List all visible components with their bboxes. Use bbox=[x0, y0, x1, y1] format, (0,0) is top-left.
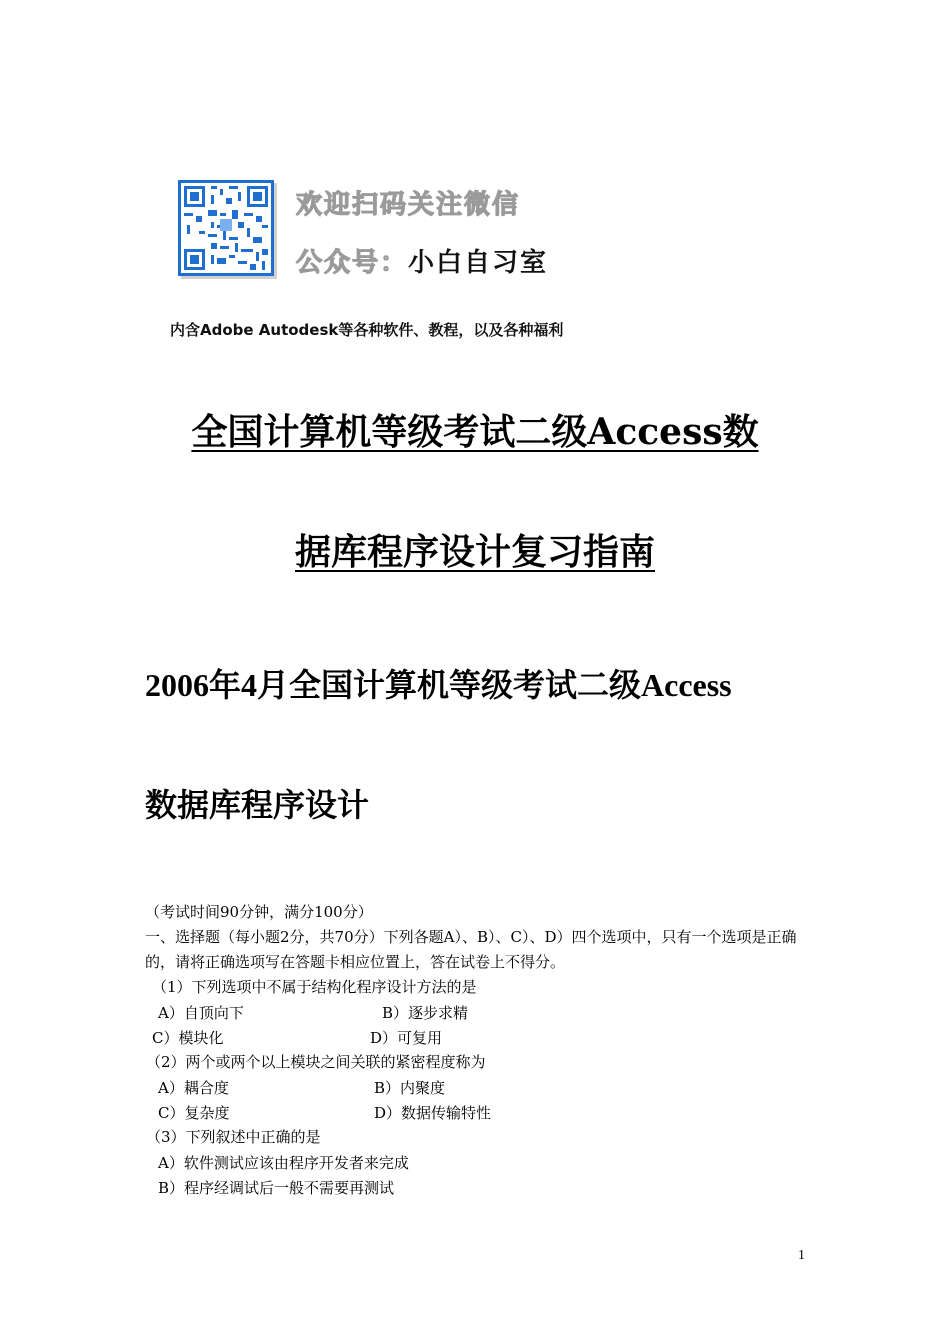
page-number: 1 bbox=[798, 1248, 805, 1263]
question-2-option-a: A）耦合度 bbox=[158, 1079, 229, 1097]
question-1-option-c: C）模块化 bbox=[152, 1029, 224, 1047]
question-1-option-b: B）逐步求精 bbox=[382, 1004, 469, 1022]
question-1-option-d: D）可复用 bbox=[370, 1029, 443, 1047]
section-intro-line-1: 一、选择题（每小题2分，共70分）下列各题A）、B）、C）、D）四个选项中，只有一个选项是正确 bbox=[145, 928, 797, 946]
promo-line-follow: 欢迎扫码关注微信 bbox=[296, 190, 521, 220]
question-2-stem: （2）两个或两个以上模块之间关联的紧密程度称为 bbox=[146, 1053, 486, 1071]
promo-account-name: 小白自习室 bbox=[408, 248, 549, 278]
question-1-option-a: A）自顶向下 bbox=[158, 1004, 244, 1022]
exam-duration: （考试时间90分钟，满分100分） bbox=[145, 903, 373, 921]
qr-code-image bbox=[178, 180, 274, 276]
exam-heading-line-1: 2006年4月全国计算机等级考试二级Access bbox=[145, 667, 732, 703]
doc-title-text-2: 据库程序设计复习指南 bbox=[294, 531, 655, 573]
question-2-option-c: C）复杂度 bbox=[158, 1104, 230, 1122]
question-3-stem: （3）下列叙述中正确的是 bbox=[146, 1128, 321, 1146]
question-2-option-b: B）内聚度 bbox=[374, 1079, 446, 1097]
question-2-option-d: D）数据传输特性 bbox=[374, 1104, 492, 1122]
exam-heading-line-2: 数据库程序设计 bbox=[145, 787, 370, 823]
doc-title-line-2 bbox=[0, 524, 950, 575]
qr-code-pattern bbox=[181, 183, 271, 273]
section-intro-line-2: 的，请将正确选项写在答题卡相应位置上，答在试卷上不得分。 bbox=[145, 953, 566, 971]
question-3-option-b: B）程序经调试后一般不需要再测试 bbox=[158, 1179, 395, 1197]
promo-line-account bbox=[296, 242, 548, 279]
promo-note: 内含Adobe Autodesk等各种软件、教程，以及各种福利 bbox=[170, 321, 564, 339]
doc-title-line-1 bbox=[0, 404, 950, 455]
promo-account-label: 公众号： bbox=[296, 248, 409, 278]
question-3-option-a: A）软件测试应该由程序开发者来完成 bbox=[158, 1154, 409, 1172]
question-1-stem: （1）下列选项中不属于结构化程序设计方法的是 bbox=[152, 978, 477, 996]
doc-title-text-1: 全国计算机等级考试二级Access数 bbox=[191, 411, 759, 453]
